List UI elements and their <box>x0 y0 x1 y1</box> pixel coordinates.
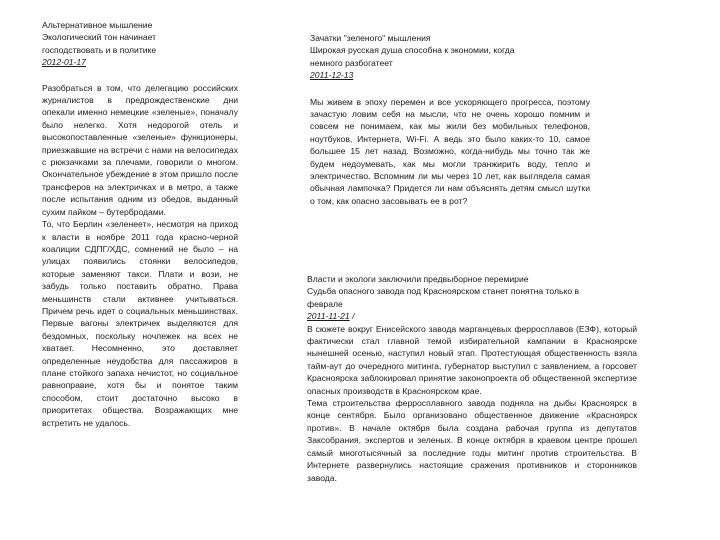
right-bottom-article-date-link[interactable]: 2011-11-21 <box>307 311 350 322</box>
right-bottom-article-title: Власти и экологи заключили предвыборное перемирие <box>307 274 529 284</box>
right-top-article-title: Зачатки "зеленого" мышления <box>310 33 431 43</box>
right-bottom-article-paragraph-2: Тема строительства ферросплавного завода подняла на дыбы Красноярск в конце сентября. Было организовано общественное движение «Красноярск против». В начале октября была создана рабочая группа из депутатов Заксобрания, экспертов и зеленых. В конце октября в краевом центре прошел самый многотысячный за последние годы митинг против строительства. В Интернете развернулись настоящие сражения противников и сторонников завода. <box>307 398 637 483</box>
left-article-subtitle-line-2: господствовать и в политике <box>42 44 157 55</box>
right-bottom-article <box>307 273 637 484</box>
right-bottom-article-subtitle-line-2: феврале <box>307 298 343 309</box>
left-article <box>42 19 238 429</box>
right-top-article-date-link[interactable]: 2011-12-13 <box>310 70 354 81</box>
right-top-article-body <box>310 96 590 208</box>
right-top-article-subtitle-line-2: немного разбогатеет <box>310 57 393 68</box>
left-article-paragraph-1: Разобраться в том, что делегацию российских журналистов в предрождественские дни опекали именно немецкие «зеленые», поначалу было нелегко. Хотя недорогой отель и высокопоставленные «зеленые» функционеры, приезжавшие на встречи с нами на велосипедах с рюкзачками за плечами, говорили о многом. Окончательное убеждение в этом пришло после трансферов на электричках и в метро, а также после испытания одним из обедов, выданный сухим пайком – бутербродами. <box>42 82 238 217</box>
left-article-title: Альтернативное мышление <box>42 20 153 30</box>
left-article-subtitle-line-1: Экологический тон начинает <box>42 32 157 43</box>
right-top-article-paragraph: Мы живем в эпоху перемен и все ускоряющего прогресса, поэтому зачастую ловим себя на мысли, что не очень хорошо помним и совсем не понимаем, как мы жили без мобильных телефонов, ноутбуков, Интернета, Wi-Fi. А ведь это было каких-то 10, самое большее 15 лет назад. Возможно, когда-нибудь мы точно так же будем недоумевать, как мы могли транжирить воду, тепло и электричество. Вспомним ли мы через 10 лет, как выглядела самая обычная лампочка? Придется ли нам объяснять детям смысл шутки о том, как опасно засовывать ее в рот? <box>310 96 590 206</box>
right-top-article-subtitle-line-1: Широкая русская душа способна к экономии, когда <box>310 45 515 56</box>
right-top-article <box>310 32 590 207</box>
left-article-body <box>42 82 238 429</box>
right-bottom-article-subtitle-line-1: Судьба опасного завода под Красноярском станет понятна только в <box>307 286 580 297</box>
right-bottom-article-paragraph-1: В сюжете вокруг Енисейского завода марганцевых ферросплавов (ЕЗФ), который фактически стал главной темой избирательной кампании в Красноярске нынешней осенью, наступил новый этап. Протестующая общественность взяла тайм-аут до очередного митинга, губернатор выступил с заявлением, а горсовет Красноярска заблокировал принятие законопроекта об общественной экспертизе опасных производств в Красноярском крае. <box>307 323 637 396</box>
right-bottom-article-date-separator: / <box>349 311 355 322</box>
left-article-date-link[interactable]: 2012-01-17 <box>42 57 86 68</box>
left-article-paragraph-2: То, что Берлин «зеленеет», несмотря на приход к власти в ноябре 2011 года красно-черной коалиции СДПГ/ХДС, сомнений не было – на улицах появились стоянки велосипедов, которые заменяют такси. Плати и вози, не забудь только поставить обратно. Права меньшинств стали активнее учитываться. Причем речь идет о социальных меньшинствах. Первые вагоны электричек выделяются для бездомных, поскольку ночлежек на всех не хватает. Несомненно, это доставляет определенные неудобства для пассажиров в плане стойкого запаха нечистот, но социальное равноправие, хотя бы и понятое таким способом, стоит достаточно высоко в приоритетах общества. Возражающих мне встретить не удалось. <box>42 219 238 428</box>
